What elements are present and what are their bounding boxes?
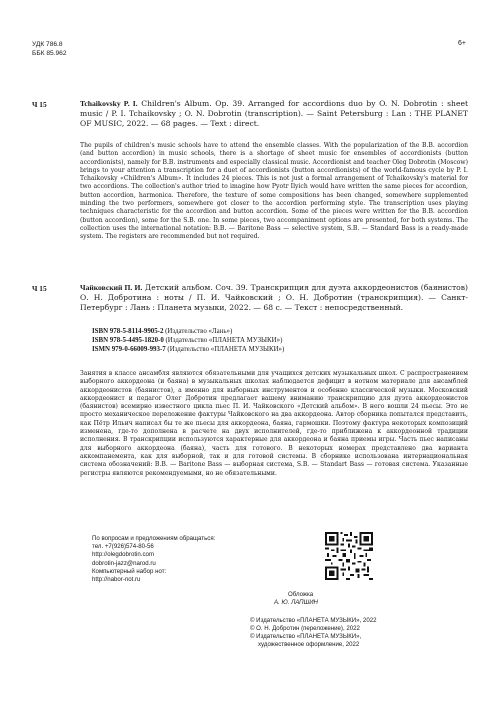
contact-heading: По вопросам и предложениям обращаться: [92,535,216,542]
copyright-line: художественное оформление, 2022 [258,641,360,649]
isbn-list [92,327,462,355]
english-author: Tchaikovsky P. I. [80,99,138,108]
age-rating: 6+ [458,40,466,47]
copyright-block [250,617,470,649]
ismn-item: ISMN 979-0-66009-993-7 (Издательство «ПЛАНЕТА МУЗЫКИ») [92,346,285,354]
cover-label: Обложка [288,591,314,598]
contact-website-link[interactable]: http://olegdobrotin.com [92,551,154,559]
russian-bibliographic-entry [80,283,468,313]
english-catalog-code: Ч 15 [32,100,47,109]
typesetting-label: Компьютерный набор нот: [92,567,167,575]
udk-code: УДК 786.8 [32,41,63,48]
copyright-line: © О. Н. Добротин (переложение), 2022 [250,625,360,633]
bbk-code: ББК 85.962 [32,50,67,57]
contact-phone: тел. +7(926)574-80-56 [92,543,154,551]
english-bibliographic-entry [80,99,468,129]
english-abstract: The pupils of children's music schools have to attend the ensemble classes. With the popularization of the B.B. accordion (and button accordion) in music schools, there is a shortage of sheet music for ensembles of accordionists (button accordionists), namely for B.B. instruments and especially classical music. Accordionist and teacher Oleg Dobrotin (Moscow) brings to your attention a transcription for a duet of accordionists (button accordionists) of the world-famous cycle by P. I. Tchaikovsky «Children's Album». It includes 24 pieces. This is not just a formal arrangement of Tchaikovsky's material for two accordions. The collection's author tried to imagine how Pyotr Ilyich would have written the same pieces for accordion, button accordion, harmonica. Therefore, the texture of some compositions has been changed, somewhere supplemented minding the two performers, somewhere got closer to the accordion performing style. The transcription uses playing techniques characteristic for the accordion and button accordion. Some of the pieces were written for the B.B. accordion (button accordion), some for the S.B. one. In some pieces, two accompaniment options are presented, for both systems. The collection uses the international notation: B.B. — Baritone Bass — selective system, S.B. — Standard Bass is a ready-made system. The registers are recommended but not required. [80,142,468,241]
classification-codes [32,40,67,58]
isbn-item: ISBN 978-5-4495-1820-0 (Издательство «ПЛАНЕТА МУЗЫКИ») [92,337,283,345]
russian-abstract: Занятия в классе ансамбля являются обязательными для учащихся детских музыкальных школ. С распространением выборного аккордеона (и баяна) в музыкальных школах наблюдается дефицит в нотном материале для ансамблей аккордеонистов (баянистов), а именно для выборных инструментов и особенно классической музыки. Московский аккордеонист и педагог Олег Добротин предлагает вашему вниманию транскрипцию для дуэта аккордеонистов (баянистов) всемирно известного цикла пьес П. И. Чайковского «Детский альбом». В него вошли 24 пьесы. Это не просто механическое переложение фактуры Чайковского на два аккордеона. Автор сборника попытался представить, как Пётр Ильич написал бы те же пьесы для аккордеона, баяна, гармошки. Поэтому фактура некоторых композиций изменена, где-то дополнена в расчете на двух исполнителей, где-то приближена к аккордеонной традиции исполнения. В транскрипции используются характерные для аккордеона и баяна приемы игры. Часть пьес написаны для выборного аккордеона (баяна), часть для готового. В некоторых номерах представлено два варианта аккомпанемента, как для выборной, так и для готовой системы. В сборнике использована интернациональная система обозначений: B.B. — Baritone Bass — выборная система, S.B. — Standart Bass — готовая система. Указанные регистры являются рекомендуемыми, но не обязательными. [80,370,468,477]
isbn-item: ISBN 978-5-8114-9905-2 (Издательство «Лань») [92,328,233,335]
english-entry-text: Children's Album. Op. 39. Arranged for accordions duo by O. N. Dobrotin : sheet music / P. I. Tchaikovsky ; O. N. Dobrotin (transcription). — Saint Petersburg : Lan : THE PLANET OF MUSIC, 2022. — 68 pages. — Text : direct. [80,99,468,128]
contact-email-link[interactable]: dobrotin-jazz@narod.ru [92,559,156,567]
russian-entry-text: Детский альбом. Соч. 39. Транскрипция для дуэта аккордеонистов (баянистов) О. Н. Добротина : ноты / П. И. Чайковский ; О. Н. Добротин (транскрипция). — Санкт-Петербург : Лань : Планета музыки, 2022. — 68 с. — Текст : непосредственный. [80,283,468,312]
russian-author: Чайковский П. И. [80,283,143,292]
cover-designer: А. Ю. ЛАПШИН [274,599,318,606]
copyright-line: © Издательство «ПЛАНЕТА МУЗЫКИ», 2022 [250,617,377,624]
qr-code[interactable] [325,532,373,584]
copyright-line: © Издательство «ПЛАНЕТА МУЗЫКИ», [250,633,362,641]
contact-block [92,535,292,584]
cover-credits [250,591,360,607]
russian-catalog-code: Ч 15 [32,284,47,293]
typesetting-link[interactable]: http://nabor-not.ru [92,576,141,584]
qr-code-graphic [325,532,373,580]
